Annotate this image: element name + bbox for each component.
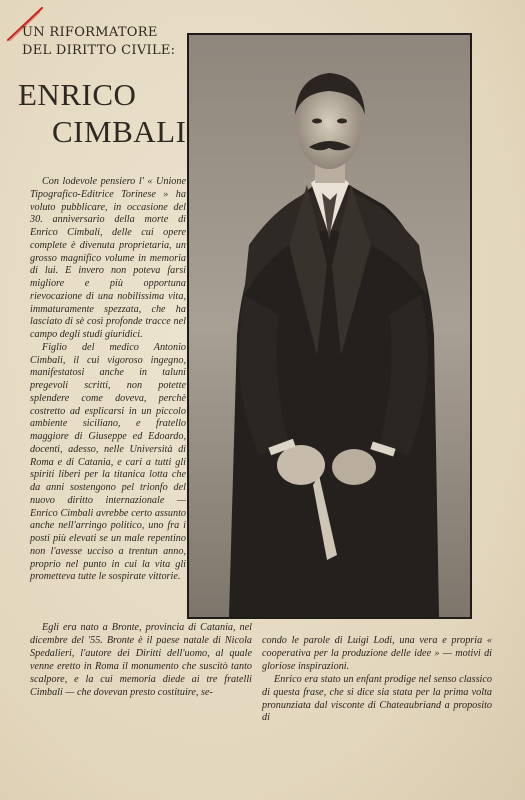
headline-first-name: ENRICO (18, 77, 137, 112)
kicker-line-1: UN RIFORMATORE (22, 25, 158, 40)
headline-last-name: CIMBALI (52, 114, 187, 149)
portrait-illustration (189, 35, 470, 617)
paragraph-biography: Figlio del medico Antonio Cimbali, il cui vigoroso ingegno, manifestatosi anche in taluni pregevoli scritti, non potette splendere come doveva, perchè costretto ad esplicarsi in un piccolo ambiente siciliano, e fratello maggiore di Giuseppe ed Edoardo, docenti, adesso, nelle Università di Roma e di Catania, e cari a tutti gli spiriti liberi per la titanica lotta che da anni sostengono pel trionfo del nuovo diritto internazionale — Enrico Cimbali avrebbe certo assunto anche nell'arringo politico, uno fra i posti più elevati se un male repentino non l'avesse ucciso a trentun anno, proprio nel punto in cui la vita gli prometteva tutte le sospirate vittorie. (30, 341, 186, 583)
paragraph-intro: Con lodevole pensiero l' « Unione Tipografico-Editrice Torinese » ha voluto pubblicare, in occasione del 30. anniversario della morte di Enrico Cimbali, delle cui opere complete è divenuta proprietaria, un grosso magnifico volume in memoria di lui. E invero non poteva farsi migliore e più opportuna rievocazione di una nobilissima vita, immaturamente spezzata, che ha lasciato di sè così profonde tracce nel campo degli studi giuridici. (30, 176, 186, 340)
bottom-right-column (262, 635, 492, 725)
portrait-photo (187, 33, 472, 619)
paragraph-continuation: condo le parole di Luigi Lodi, una vera e propria « cooperativa per la produzione delle idee » — motivi di gloriose inspirazioni. (262, 635, 492, 672)
paragraph-enfant-prodige: Enrico era stato un enfant prodige nel senso classico di questa frase, che si dice sia stata per la prima volta pronunziata dal visconte di Chateaubriand a proposito di (262, 673, 492, 724)
bottom-left-column (30, 622, 252, 699)
left-text-column (30, 176, 186, 584)
article-kicker (22, 24, 192, 60)
kicker-line-2: DEL DIRITTO CIVILE: (22, 43, 176, 58)
paragraph-birthplace: Egli era nato a Bronte, provincia di Catania, nel dicembre del '55. Bronte è il paese natale di Nicola Spedalieri, l'autore dei Diritti dell'uomo, al quale venne eretto in Roma il monumento che suscitò tanto scalpore, e la cui memoria diede ai tre fratelli Cimbali — che dovevan presto costituire, se- (30, 622, 252, 698)
